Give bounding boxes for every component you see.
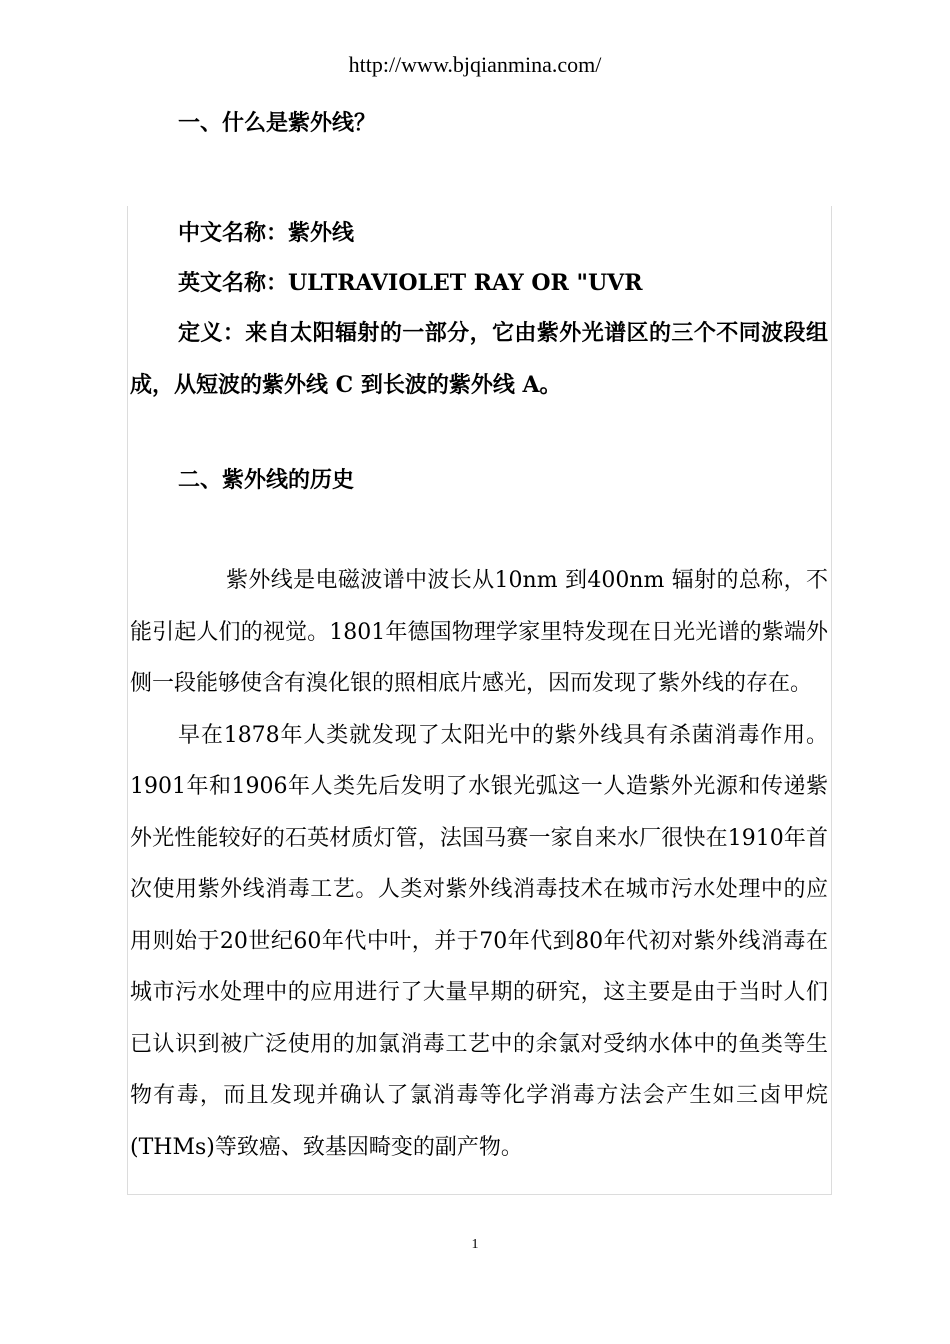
section-title-what-is-uv: 一、什么是紫外线？ (178, 110, 377, 136)
page-number: 1 (471, 1237, 479, 1252)
definition-paragraph: 定义：来自太阳辐射的一部分，它由紫外光谱区的三个不同波段组成，从短波的紫外线 C 到长波的紫外线 A。 (130, 320, 828, 398)
document-body (130, 98, 828, 1173)
header-url: http://www.bjqianmina.com/ (348, 52, 602, 77)
history-paragraph-2: 早在1878年人类就发现了太阳光中的紫外线具有杀菌消毒作用。1901年和1906年人类先后发明了水银光弧这一人造紫外光源和传递紫外光性能较好的石英材质灯管，法国马赛一家自来水厂很快在1910年首次使用紫外线消毒工艺。人类对紫外线消毒技术在城市污水处理中的应用则始于20世纪60年代中叶，并于70年代到80年代初对紫外线消毒在城市污水处理中的应用进行了大量早期的研究，这主要是由于当时人们已认识到被广泛使用的加氯消毒工艺中的余氯对受纳水体中的鱼类等生物有毒，而且发现并确认了氯消毒等化学消毒方法会产生如三卤甲烷(THMs)等致癌、致基因畸变的副产物。 (130, 722, 828, 1160)
chinese-name: 中文名称：紫外线 (178, 220, 355, 246)
english-name: 英文名称：ULTRAVIOLET RAY OR "UVR (178, 270, 643, 296)
section-title-history: 二、紫外线的历史 (178, 467, 355, 493)
history-paragraph-1: 紫外线是电磁波谱中波长从10nm 到400nm 辐射的总称，不能引起人们的视觉。1801年德国物理学家里特发现在日光光谱的紫端外侧一段能够使含有溴化银的照相底片感光，因而发现了紫外线的存在。 (130, 568, 828, 696)
